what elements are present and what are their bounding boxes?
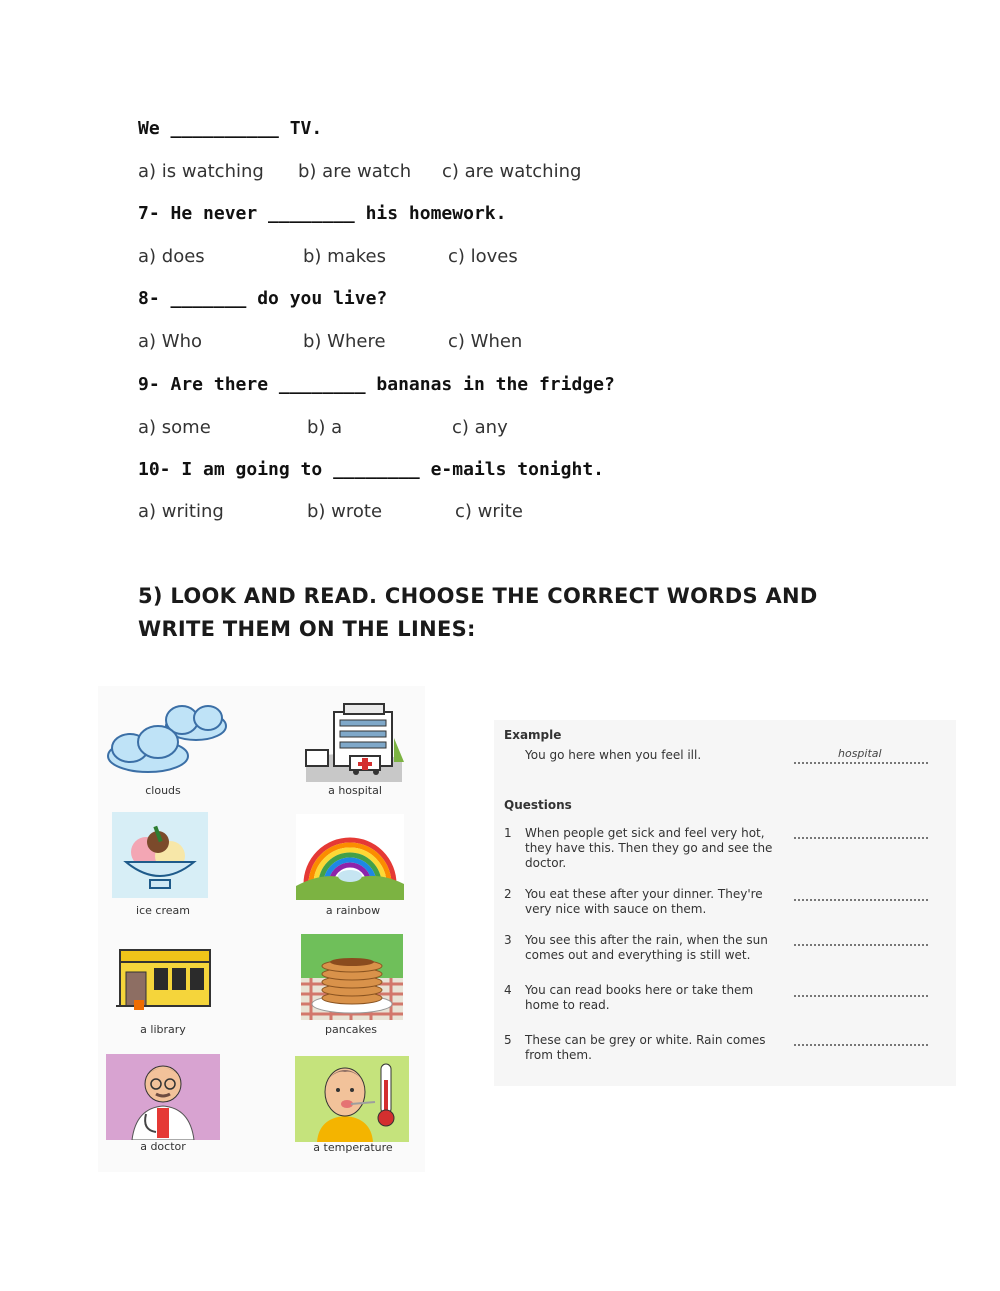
picture-label: ice cream bbox=[136, 904, 190, 917]
picture-panel bbox=[98, 686, 425, 1172]
question-number: 3 bbox=[504, 933, 512, 947]
question-9-option-a: a) some bbox=[138, 417, 211, 438]
answer-line[interactable] bbox=[794, 898, 928, 901]
hospital-icon bbox=[298, 698, 410, 784]
question-number: 2 bbox=[504, 887, 512, 901]
question-text: When people get sick and feel very hot, they have this. Then they go and see the doctor. bbox=[525, 826, 773, 870]
question-6-option-c: c) are watching bbox=[442, 161, 582, 182]
question-text: You can read books here or take them home to read. bbox=[525, 983, 754, 1012]
picture-label: a rainbow bbox=[325, 904, 381, 917]
rainbow-icon bbox=[296, 814, 404, 900]
question-10-option-c: c) write bbox=[455, 501, 523, 522]
ice-cream-icon bbox=[112, 812, 208, 898]
question-7-prompt: 7- He never ________ his homework. bbox=[138, 203, 507, 224]
question-6-option-a: a) is watching bbox=[138, 161, 264, 182]
example-heading: Example bbox=[504, 728, 562, 742]
question-8-prompt: 8- _______ do you live? bbox=[138, 288, 388, 309]
question-8-option-b: b) Where bbox=[303, 331, 386, 352]
question-number: 4 bbox=[504, 983, 512, 997]
reading-panel bbox=[494, 720, 956, 1086]
example-text: You go here when you feel ill. bbox=[525, 748, 702, 762]
question-7-option-a: a) does bbox=[138, 246, 205, 267]
answer-line[interactable] bbox=[794, 836, 928, 839]
question-10-option-a: a) writing bbox=[138, 501, 224, 522]
picture-label: a temperature bbox=[313, 1141, 393, 1154]
question-number: 1 bbox=[504, 826, 512, 840]
example-answer: hospital bbox=[838, 747, 882, 760]
picture-label: pancakes bbox=[325, 1023, 377, 1036]
question-text: You eat these after your dinner. They're very nice with sauce on them. bbox=[525, 887, 763, 916]
clouds-icon bbox=[100, 700, 232, 786]
answer-line[interactable] bbox=[794, 1043, 928, 1046]
questions-heading: Questions bbox=[504, 798, 572, 812]
picture-label: clouds bbox=[145, 784, 181, 797]
picture-label: a hospital bbox=[328, 784, 382, 797]
question-6-option-b: b) are watch bbox=[298, 161, 412, 182]
picture-label: a library bbox=[140, 1023, 186, 1036]
question-text: You see this after the rain, when the sun comes out and everything is still wet. bbox=[525, 933, 768, 962]
answer-line[interactable] bbox=[794, 994, 928, 997]
answer-line[interactable] bbox=[794, 943, 928, 946]
question-7-option-c: c) loves bbox=[448, 246, 518, 267]
question-9-option-c: c) any bbox=[452, 417, 508, 438]
question-6-prompt: We __________ TV. bbox=[138, 118, 323, 139]
library-icon bbox=[108, 940, 212, 1026]
question-9-prompt: 9- Are there ________ bananas in the fridge? bbox=[138, 374, 615, 395]
question-7-option-b: b) makes bbox=[303, 246, 386, 267]
doctor-icon bbox=[106, 1054, 220, 1140]
picture-label: a doctor bbox=[140, 1140, 186, 1153]
question-8-option-a: a) Who bbox=[138, 331, 202, 352]
question-10-prompt: 10- I am going to ________ e-mails tonight. bbox=[138, 459, 604, 480]
question-9-option-b: b) a bbox=[307, 417, 343, 438]
question-8-option-c: c) When bbox=[448, 331, 523, 352]
pancakes-icon bbox=[301, 934, 403, 1020]
question-number: 5 bbox=[504, 1033, 512, 1047]
question-text: These can be grey or white. Rain comes from them. bbox=[525, 1033, 766, 1062]
temperature-icon bbox=[295, 1056, 409, 1142]
section-5-title: 5) LOOK AND READ. CHOOSE THE CORRECT WORDS AND WRITE THEM ON THE LINES: bbox=[138, 584, 818, 641]
example-answer-line bbox=[794, 761, 928, 764]
question-10-option-b: b) wrote bbox=[307, 501, 383, 522]
